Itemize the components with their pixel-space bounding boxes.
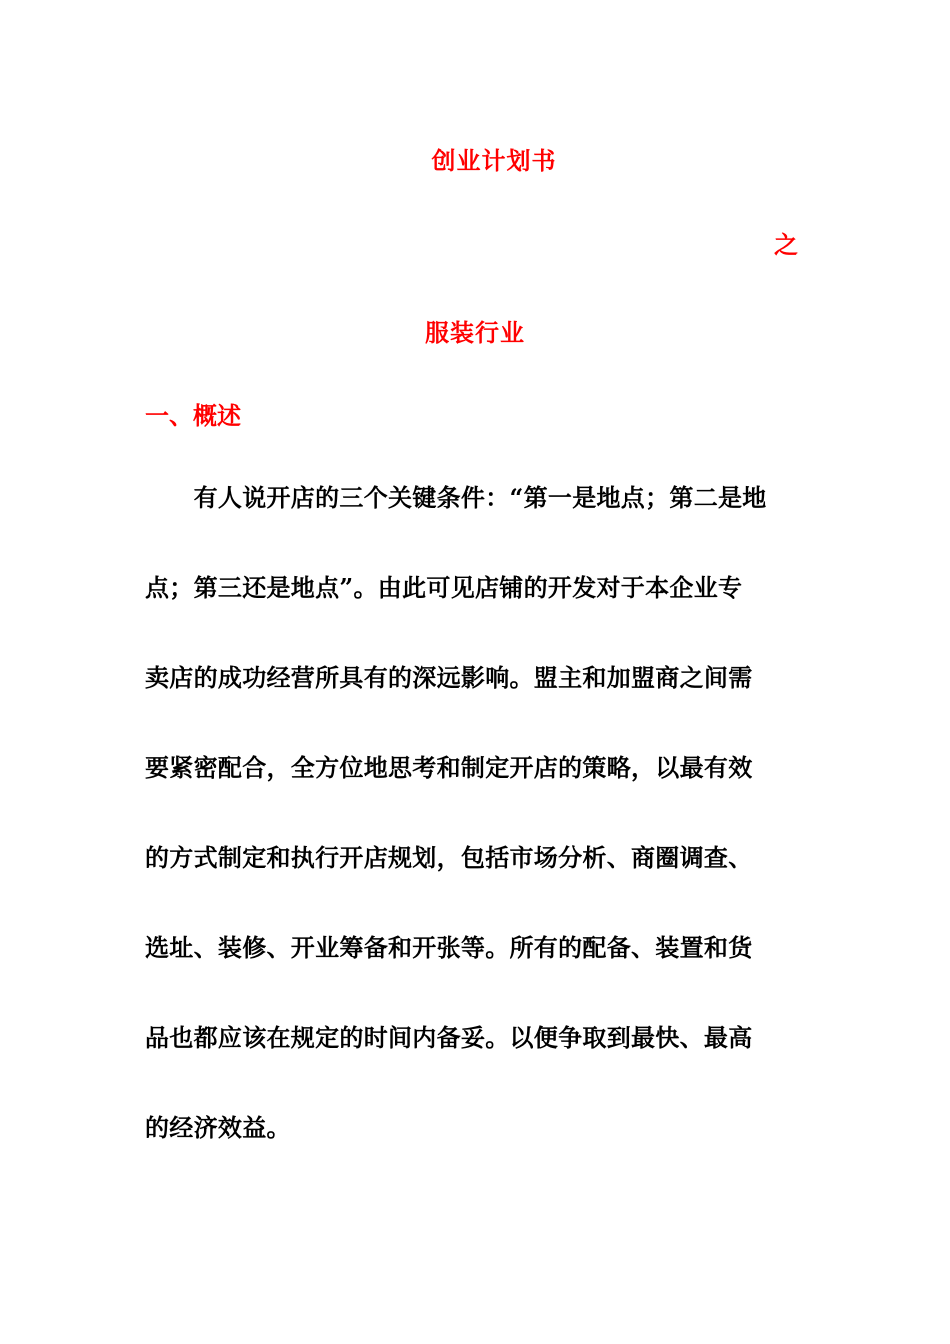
- paragraph-line: 的经济效益。: [145, 1113, 291, 1142]
- document-subtitle: 服装行业: [425, 318, 525, 347]
- document-title: [0, 145, 950, 177]
- paragraph-line: 卖店的成功经营所具有的深远影响。盟主和加盟商之间需: [145, 663, 753, 692]
- paragraph-line: 的方式制定和执行开店规划，包括市场分析、商圈调查、: [145, 843, 753, 872]
- section-heading: 一、概述: [145, 401, 241, 430]
- paragraph-line: 要紧密配合，全方位地思考和制定开店的策略，以最有效: [145, 753, 753, 782]
- document-title-text: 创业计划书: [431, 146, 557, 175]
- document-title-suffix: 之: [774, 230, 798, 259]
- body-paragraph: [145, 481, 800, 1201]
- paragraph-line: 品也都应该在规定的时间内备妥。以便争取到最快、最高: [145, 1023, 753, 1052]
- paragraph-line: 有人说开店的三个关键条件：“第一是地点；第二是地: [145, 483, 767, 512]
- paragraph-line: 选址、装修、开业筹备和开张等。所有的配备、装置和货: [145, 933, 753, 962]
- paragraph-line: 点；第三还是地点”。由此可见店铺的开发对于本企业专: [145, 573, 743, 602]
